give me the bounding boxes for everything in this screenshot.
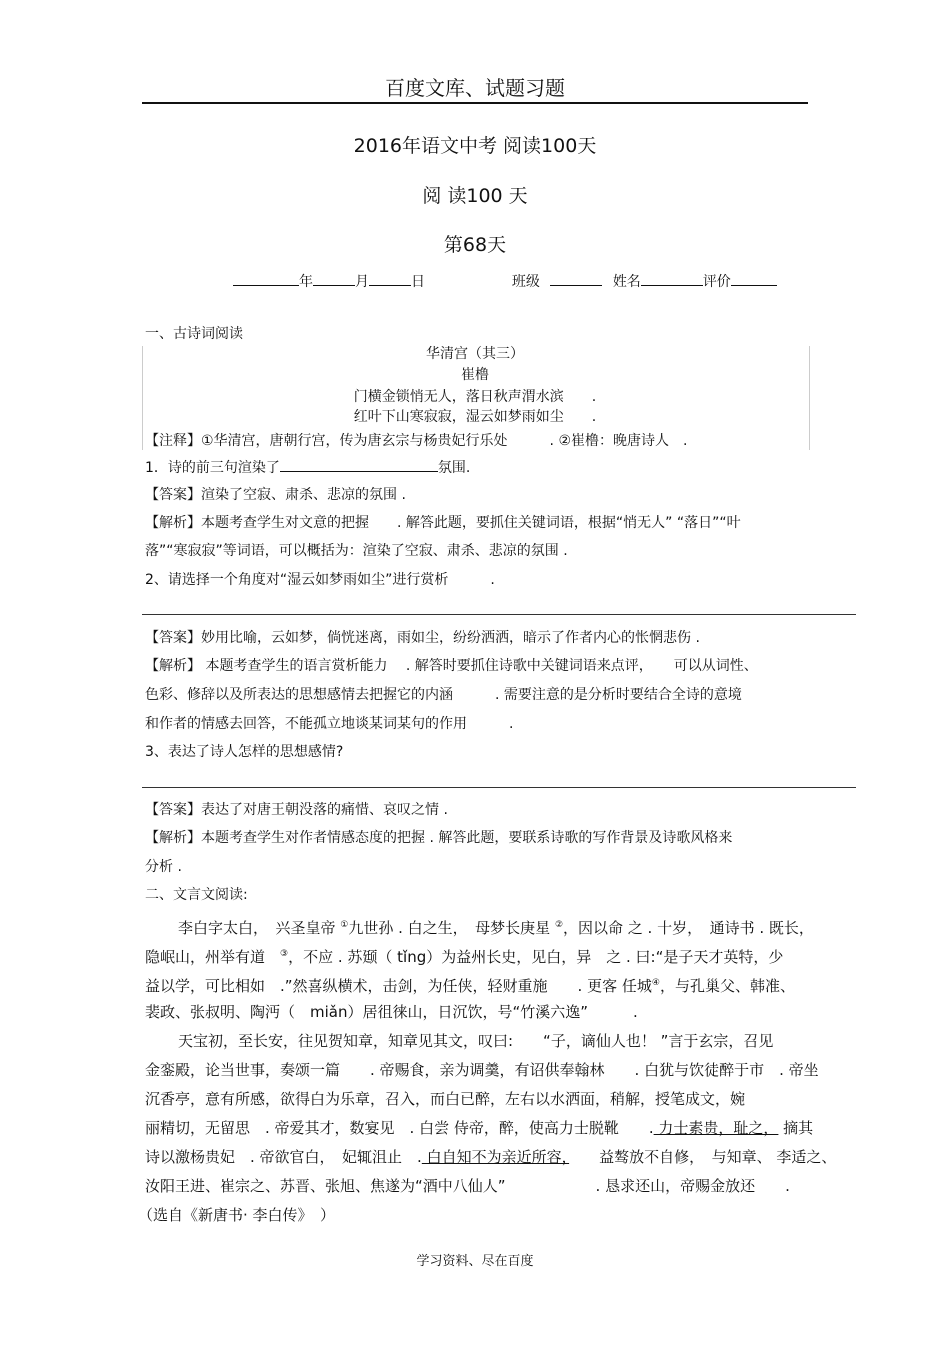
- day-title: 第68天: [443, 234, 507, 256]
- page-footer: 学习资料、尽在百度: [416, 1254, 534, 1269]
- passage-text: 益以学，可比相如 .”然喜纵横术，击剑，为任侠，轻财重施 . 更客 任城: [145, 977, 652, 995]
- explanation-3-line-2: 分析 .: [145, 859, 182, 875]
- passage-text: ，因以命 之 . 十岁， 通诗书 . 既长，: [563, 919, 814, 937]
- name-label: 姓名: [612, 274, 641, 290]
- underlined-sentence: 白自知不为亲近所容，: [421, 1148, 570, 1166]
- header-title: 百度文库、试题习题: [385, 76, 565, 100]
- explanation-3-line-1: 【解析】本题考查学生对作者情感态度的把握 . 解答此题，要联系诗歌的写作背景及诗歌风格来: [145, 830, 733, 846]
- document-subtitle: 阅 读100 天: [422, 185, 528, 207]
- poem-title: 华清宫（其三）: [426, 346, 524, 362]
- passage-text: 诗以激杨贵妃 . 帝欲官白， 妃辄沮止 .: [145, 1148, 422, 1166]
- month-blank: [313, 271, 355, 286]
- passage-text: ，不应 . 苏颋（ tǐng）为益州长史，见白，异 之 . 曰:“是子天才英特，少: [288, 948, 784, 966]
- passage-text: 李白字太白， 兴圣皇帝: [178, 919, 341, 937]
- explanation-2-line-3: 和作者的情感去回答，不能孤立地谈某词某句的作用 .: [145, 716, 514, 732]
- footnote-marker: ③: [280, 949, 289, 959]
- explanation-2-line-1: 【解析】 本题考查学生的语言赏析能力 . 解答时要抓住诗歌中关键词语来点评， 可以从词性、: [145, 658, 758, 674]
- name-blank: [641, 271, 703, 286]
- passage-line: 天宝初，至长安，往见贺知章，知章见其文，叹曰: “子，谪仙人也！ ”言于玄宗，召见: [178, 1032, 774, 1050]
- header-rule: [142, 102, 808, 104]
- passage-line: [145, 974, 795, 995]
- question-3: 3、表达了诗人怎样的思想感情?: [145, 744, 344, 760]
- passage-line: [145, 1148, 836, 1166]
- class-label: 班级: [511, 274, 540, 290]
- question-1-text: 1．诗的前三句渲染了: [145, 460, 280, 476]
- day-label: 日: [411, 274, 425, 290]
- passage-text: 隐岷山，州举有道: [145, 948, 281, 966]
- year-blank: [233, 271, 299, 286]
- section1-heading: 一、古诗词阅读: [145, 326, 243, 342]
- month-label: 月: [355, 274, 369, 290]
- explanation-1-line-2: 落”“寒寂寂”等词语，可以概括为：渲染了空寂、肃杀、悲凉的氛围 .: [145, 543, 568, 559]
- info-form: [233, 271, 777, 291]
- passage-source: （选自《新唐书· 李白传》 ）: [138, 1206, 336, 1224]
- rating-blank: [731, 271, 777, 286]
- underlined-sentence: 力士素贵，耻之，: [653, 1119, 779, 1137]
- passage-text: 摘其: [778, 1119, 814, 1137]
- class-blank: [550, 271, 602, 286]
- day-blank: [369, 271, 411, 286]
- passage-line: 沉香亭，意有所感，欲得白为乐章，召入，而白已醉，左右以水洒面，稍解，授笔成文，婉: [145, 1090, 746, 1108]
- rating-label: 评价: [702, 274, 731, 290]
- passage-text: 益骜放不自修， 与知章、 李适之、: [569, 1148, 837, 1166]
- answer-3: 【答案】表达了对唐王朝没落的痛惜、哀叹之情 .: [145, 802, 448, 818]
- year-label: 年: [299, 274, 313, 290]
- answer-2: 【答案】妙用比喻，云如梦，倘恍迷离，雨如尘，纷纷洒洒，暗示了作者内心的怅惘悲伤 .: [145, 630, 700, 646]
- document-title: 2016年语文中考 阅读100天: [353, 135, 597, 157]
- passage-line: 金銮殿，论当世事，奏颂一篇 . 帝赐食，亲为调羹，有诏供奉翰林 . 白犹与饮徒醉于市 . 帝坐: [145, 1061, 819, 1079]
- passage-line: [178, 916, 814, 937]
- explanation-1-line-1: 【解析】本题考查学生对文意的把握 . 解答此题，要抓住关键词语，根据“悄无人” “落日”“叶: [145, 515, 741, 531]
- passage-text: 丽精切，无留思 . 帝爱其才，数宴见 . 白尝 侍帝，醉，使高力士脱靴 .: [145, 1119, 654, 1137]
- poem-note: 【注释】①华清宫，唐朝行宫，传为唐玄宗与杨贵妃行乐处 . ②崔橹：晚唐诗人 .: [145, 433, 688, 449]
- footnote-marker: ④: [651, 978, 660, 988]
- explanation-2-line-2: 色彩、修辞以及所表达的思想感情去把握它的内涵 . 需要注意的是分析时要结合全诗的意境: [145, 687, 742, 703]
- passage-line: 裴政、张叔明、陶沔（ miǎn）居徂徕山，日沉饮，号“竹溪六逸” .: [145, 1003, 638, 1021]
- passage-line: 汝阳王进、崔宗之、苏晋、张旭、焦遂为“酒中八仙人” . 恳求还山，帝赐金放还 .: [145, 1177, 790, 1195]
- poem-author: 崔橹: [461, 367, 489, 383]
- footnote-marker: ②: [554, 920, 564, 930]
- question-1-tail: 氛围.: [437, 460, 471, 476]
- answer-blank: [280, 457, 438, 472]
- passage-line: [145, 945, 783, 966]
- passage-text: ，与孔巢父、韩准、: [659, 977, 795, 995]
- footnote-marker: ①: [340, 920, 349, 930]
- poem-line-2: 红叶下山寒寂寂，湿云如梦雨如尘 .: [353, 409, 597, 425]
- answer-line: [142, 614, 856, 615]
- passage-line: [145, 1119, 813, 1137]
- answer-1: 【答案】渲染了空寂、肃杀、悲凉的氛围 .: [145, 487, 406, 503]
- question-2: 2、请选择一个角度对“湿云如梦雨如尘”进行赏析 .: [145, 572, 495, 588]
- answer-line: [142, 787, 856, 788]
- section2-heading: 二、文言文阅读:: [145, 887, 248, 903]
- question-1: [145, 457, 470, 477]
- poem-line-1: 门横金锁悄无人，落日秋声渭水滨 .: [353, 389, 597, 405]
- passage-text: 九世孙 . 白之生， 母梦长庚星: [348, 919, 555, 937]
